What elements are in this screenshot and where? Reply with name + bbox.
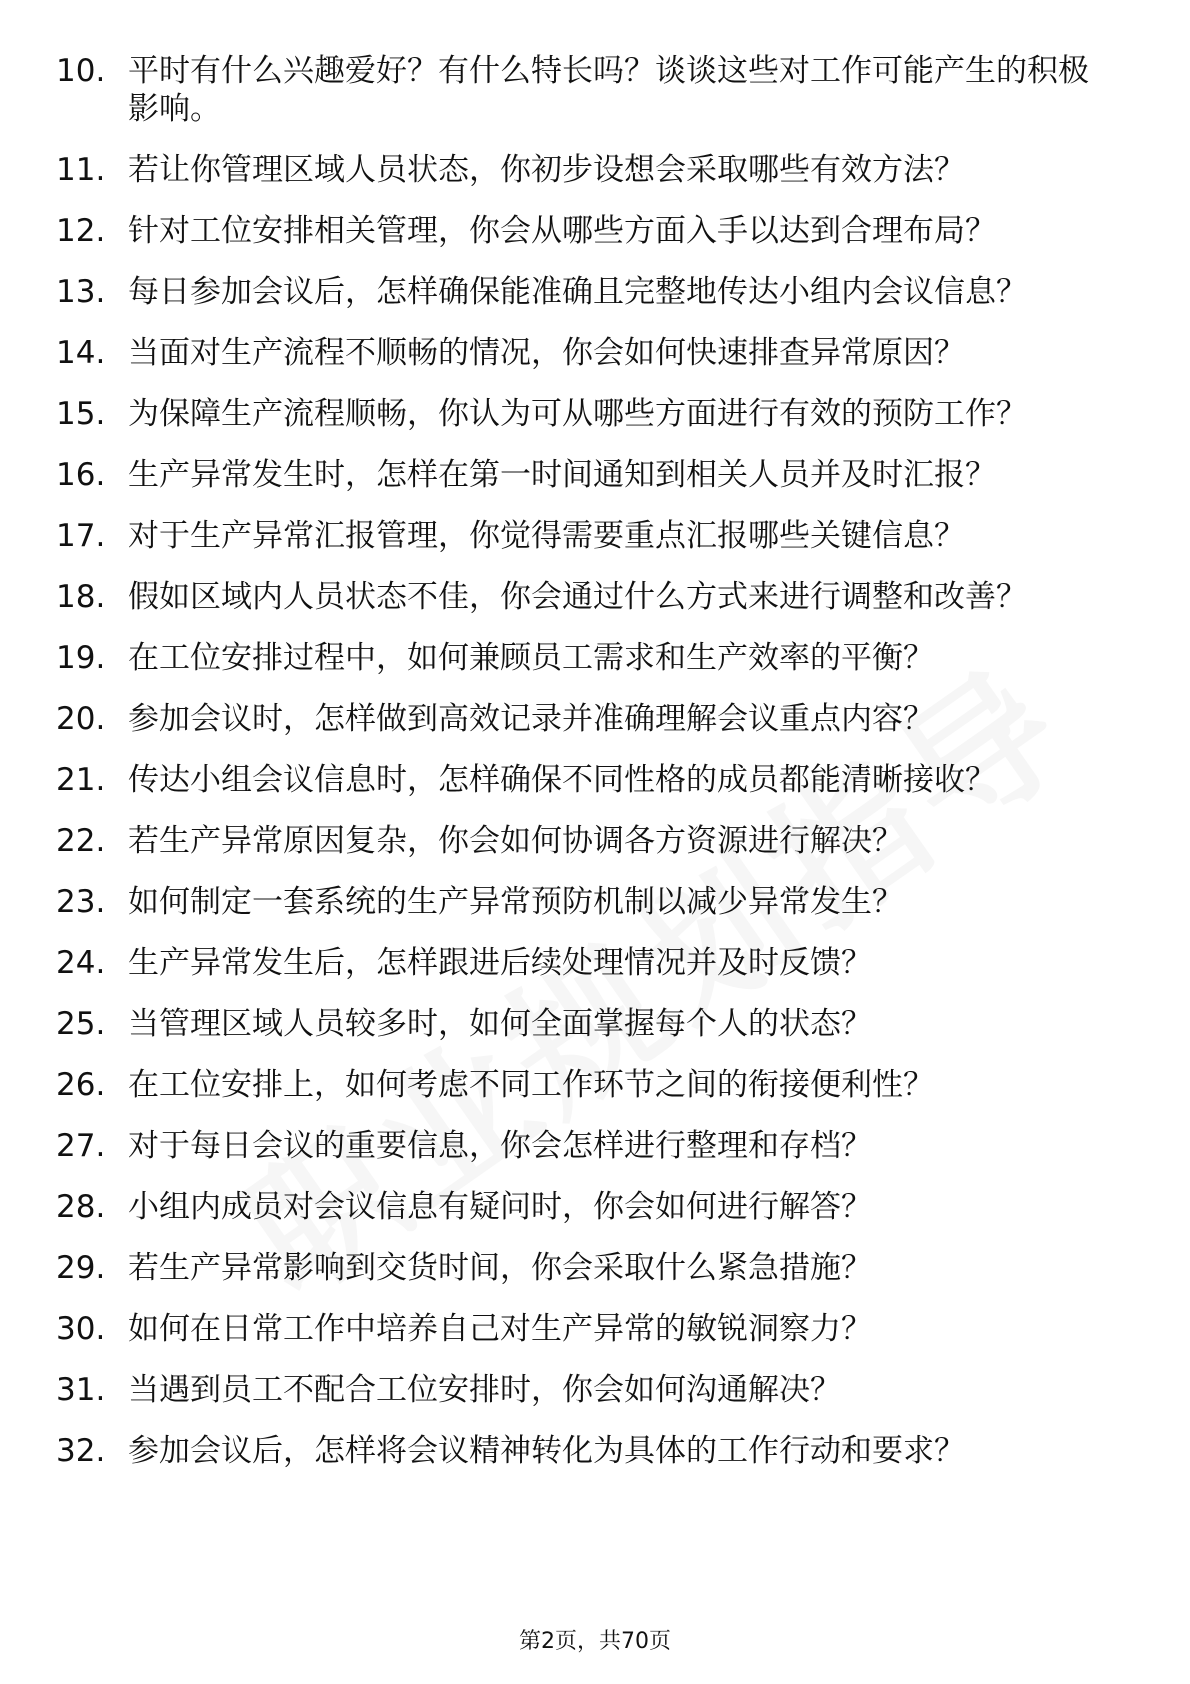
- list-item: [56, 456, 1116, 494]
- list-item: [56, 1066, 1116, 1104]
- list-item: [56, 334, 1116, 372]
- list-item: [56, 639, 1116, 677]
- question-text: 如何制定一套系统的生产异常预防机制以减少异常发生？: [128, 884, 903, 920]
- question-text: 针对工位安排相关管理，你会从哪些方面入手以达到合理布局？: [128, 213, 996, 249]
- question-number: 22.: [56, 823, 106, 859]
- question-text: 生产异常发生时，怎样在第一时间通知到相关人员并及时汇报？: [128, 457, 996, 493]
- question-text: 在工位安排上，如何考虑不同工作环节之间的衔接便利性？: [128, 1067, 934, 1103]
- question-number: 28.: [56, 1189, 106, 1225]
- question-text: 当面对生产流程不顺畅的情况，你会如何快速排查异常原因？: [128, 335, 965, 371]
- question-number: 23.: [56, 884, 106, 920]
- list-item: [56, 1188, 1116, 1226]
- question-text: 若生产异常影响到交货时间，你会采取什么紧急措施？: [128, 1250, 872, 1286]
- list-item: [56, 517, 1116, 555]
- list-item: [56, 395, 1116, 433]
- list-item: [56, 822, 1116, 860]
- question-text: 每日参加会议后，怎样确保能准确且完整地传达小组内会议信息？: [128, 274, 1027, 310]
- list-item: [56, 883, 1116, 921]
- list-item: [56, 1432, 1116, 1470]
- question-number: 17.: [56, 518, 106, 554]
- question-number: 16.: [56, 457, 106, 493]
- question-number: 13.: [56, 274, 106, 310]
- question-number: 27.: [56, 1128, 106, 1164]
- question-number: 11.: [56, 152, 106, 188]
- question-text: 如何在日常工作中培养自己对生产异常的敏锐洞察力？: [128, 1311, 872, 1347]
- question-number: 10.: [56, 53, 106, 89]
- question-text: 若生产异常原因复杂，你会如何协调各方资源进行解决？: [128, 823, 903, 859]
- list-item: [56, 578, 1116, 616]
- question-text: 当管理区域人员较多时，如何全面掌握每个人的状态？: [128, 1006, 872, 1042]
- question-number: 24.: [56, 945, 106, 981]
- question-number: 26.: [56, 1067, 106, 1103]
- list-item: [56, 1310, 1116, 1348]
- question-text: 参加会议后，怎样将会议精神转化为具体的工作行动和要求？: [128, 1433, 965, 1469]
- list-item: [56, 1127, 1116, 1165]
- question-text: 小组内成员对会议信息有疑问时，你会如何进行解答？: [128, 1189, 872, 1225]
- list-item: [56, 212, 1116, 250]
- question-list: [56, 52, 1116, 1493]
- list-item: [56, 1249, 1116, 1287]
- question-text: 为保障生产流程顺畅，你认为可从哪些方面进行有效的预防工作？: [128, 396, 1027, 432]
- question-text: 假如区域内人员状态不佳，你会通过什么方式来进行调整和改善？: [128, 579, 1027, 615]
- question-text: 传达小组会议信息时，怎样确保不同性格的成员都能清晰接收？: [128, 762, 996, 798]
- question-number: 30.: [56, 1311, 106, 1347]
- question-text: 在工位安排过程中，如何兼顾员工需求和生产效率的平衡？: [128, 640, 934, 676]
- question-text: 若让你管理区域人员状态，你初步设想会采取哪些有效方法？: [128, 152, 965, 188]
- question-text: 对于生产异常汇报管理，你觉得需要重点汇报哪些关键信息？: [128, 518, 965, 554]
- question-number: 15.: [56, 396, 106, 432]
- question-number: 32.: [56, 1433, 106, 1469]
- list-item: [56, 52, 1116, 128]
- list-item: [56, 761, 1116, 799]
- page-footer: 第2页，共70页: [519, 1629, 671, 1654]
- question-text: 平时有什么兴趣爱好？有什么特长吗？谈谈这些对工作可能产生的积极影响。: [128, 53, 1089, 127]
- list-item: [56, 1005, 1116, 1043]
- question-number: 29.: [56, 1250, 106, 1286]
- question-text: 对于每日会议的重要信息，你会怎样进行整理和存档？: [128, 1128, 872, 1164]
- question-number: 19.: [56, 640, 106, 676]
- question-number: 21.: [56, 762, 106, 798]
- question-text: 生产异常发生后，怎样跟进后续处理情况并及时反馈？: [128, 945, 872, 981]
- list-item: [56, 151, 1116, 189]
- question-text: 当遇到员工不配合工位安排时，你会如何沟通解决？: [128, 1372, 841, 1408]
- list-item: [56, 944, 1116, 982]
- question-number: 20.: [56, 701, 106, 737]
- question-text: 参加会议时，怎样做到高效记录并准确理解会议重点内容？: [128, 701, 934, 737]
- question-number: 31.: [56, 1372, 106, 1408]
- list-item: [56, 273, 1116, 311]
- list-item: [56, 700, 1116, 738]
- list-item: [56, 1371, 1116, 1409]
- question-number: 14.: [56, 335, 106, 371]
- question-number: 12.: [56, 213, 106, 249]
- question-number: 18.: [56, 579, 106, 615]
- question-number: 25.: [56, 1006, 106, 1042]
